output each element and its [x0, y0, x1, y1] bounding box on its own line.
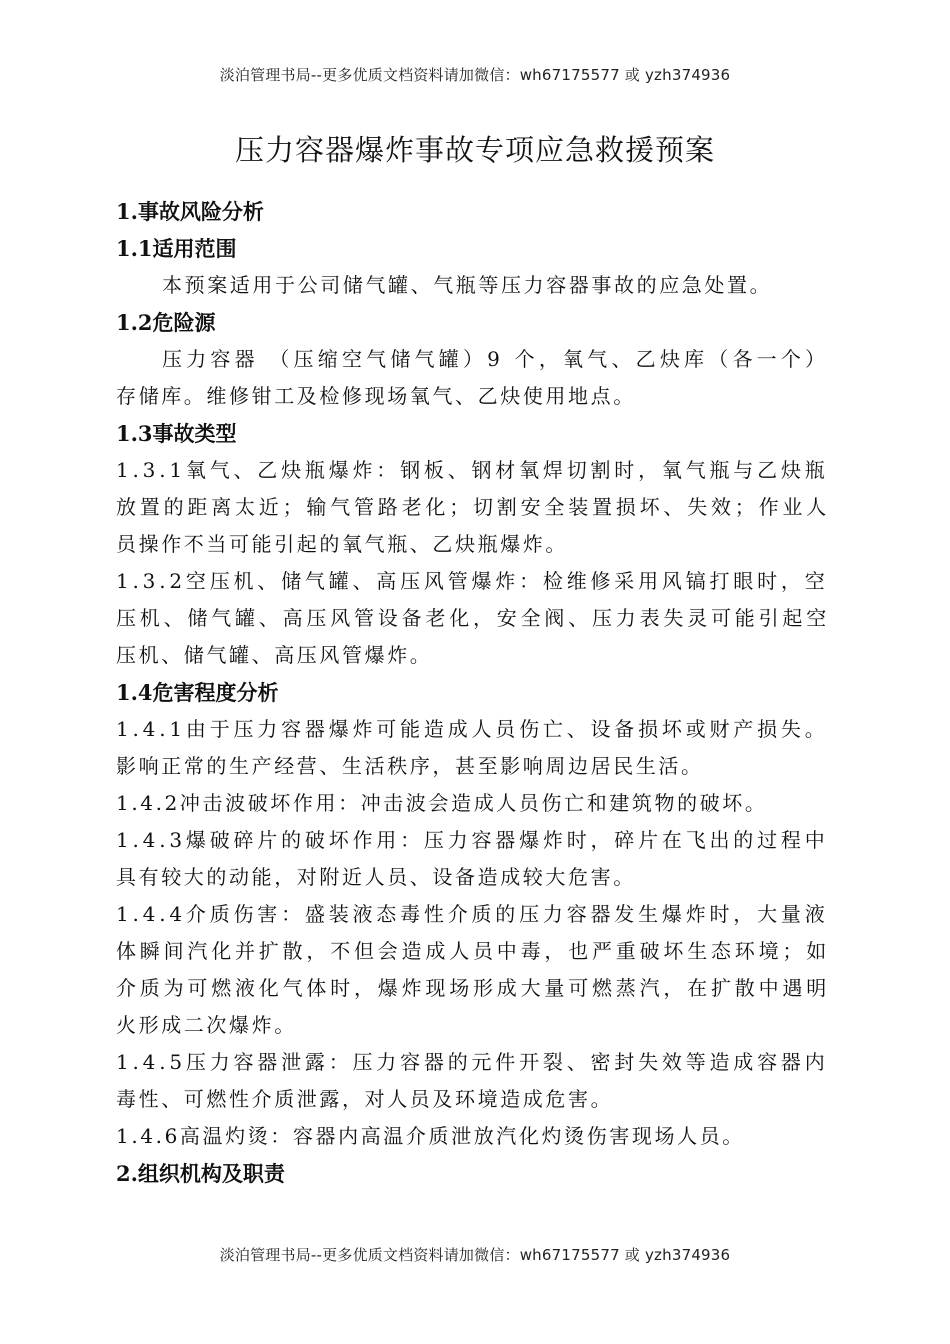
section-heading: 1.3事故类型	[116, 421, 237, 446]
paragraph-line: 本预案适用于公司储气罐、气瓶等压力容器事故的应急处置。	[162, 273, 773, 297]
paragraph-line: 放置的距离太近；输气管路老化；切割安全装置损坏、失效；作业人	[116, 495, 830, 519]
paragraph-line: 1.3.2空压机、储气罐、高压风管爆炸：检维修采用风镐打眼时，空	[116, 569, 829, 593]
paragraph	[116, 341, 834, 415]
section-heading: 1.1适用范围	[116, 236, 237, 261]
paragraph-line: 存储库。维修钳工及检修现场氧气、乙炔使用地点。	[116, 384, 636, 408]
paragraph	[116, 896, 834, 1044]
paragraph	[116, 1118, 834, 1155]
paragraph-line: 1.4.3爆破碎片的破坏作用：压力容器爆炸时，碎片在飞出的过程中	[116, 828, 829, 852]
page-header: 淡泊管理书局--更多优质文档资料请加微信：wh67175577 或 yzh374936	[219, 66, 731, 84]
paragraph	[116, 785, 834, 822]
section-heading: 1.2危险源	[116, 310, 216, 335]
paragraph-line: 1.4.5压力容器泄露：压力容器的元件开裂、密封失效等造成容器内	[116, 1050, 829, 1074]
paragraph-line: 压机、储气罐、高压风管爆炸。	[116, 643, 433, 667]
paragraph	[116, 452, 834, 563]
document-body	[116, 193, 834, 1192]
paragraph-line: 1.4.6高温灼烫：容器内高温介质泄放汽化灼烫伤害现场人员。	[116, 1124, 745, 1148]
section-heading: 1.事故风险分析	[116, 199, 264, 224]
paragraph-line: 压力容器 （压缩空气储气罐）9 个，氧气、乙炔库（各一个）	[162, 347, 830, 371]
page-footer: 淡泊管理书局--更多优质文档资料请加微信：wh67175577 或 yzh374936	[219, 1246, 731, 1264]
paragraph-line: 火形成二次爆炸。	[116, 1013, 297, 1037]
paragraph	[116, 711, 834, 785]
paragraph	[116, 822, 834, 896]
paragraph	[116, 267, 834, 304]
paragraph-line: 1.4.4介质伤害：盛装液态毒性介质的压力容器发生爆炸时，大量液	[116, 902, 829, 926]
paragraph-line: 具有较大的动能，对附近人员、设备造成较大危害。	[116, 865, 636, 889]
paragraph-line: 员操作不当可能引起的氧气瓶、乙炔瓶爆炸。	[116, 532, 568, 556]
section-heading: 2.组织机构及职责	[116, 1161, 285, 1186]
paragraph-line: 压机、储气罐、高压风管设备老化，安全阀、压力表失灵可能引起空	[116, 606, 830, 630]
section-heading: 1.4危害程度分析	[116, 680, 279, 705]
paragraph-line: 毒性、可燃性介质泄露，对人员及环境造成危害。	[116, 1087, 614, 1111]
paragraph-line: 体瞬间汽化并扩散，不但会造成人员中毒，也严重破坏生态环境；如	[116, 939, 830, 963]
paragraph	[116, 1044, 834, 1118]
paragraph-line: 1.4.1由于压力容器爆炸可能造成人员伤亡、设备损坏或财产损失。	[116, 717, 829, 741]
paragraph-line: 1.3.1氧气、乙炔瓶爆炸：钢板、钢材氧焊切割时，氧气瓶与乙炔瓶	[116, 458, 829, 482]
paragraph-line: 1.4.2冲击波破坏作用：冲击波会造成人员伤亡和建筑物的破坏。	[116, 791, 768, 815]
paragraph	[116, 563, 834, 674]
document-title: 压力容器爆炸事故专项应急救援预案	[234, 133, 715, 167]
paragraph-line: 影响正常的生产经营、生活秩序，甚至影响周边居民生活。	[116, 754, 704, 778]
paragraph-line: 介质为可燃液化气体时，爆炸现场形成大量可燃蒸汽，在扩散中遇明	[116, 976, 830, 1000]
